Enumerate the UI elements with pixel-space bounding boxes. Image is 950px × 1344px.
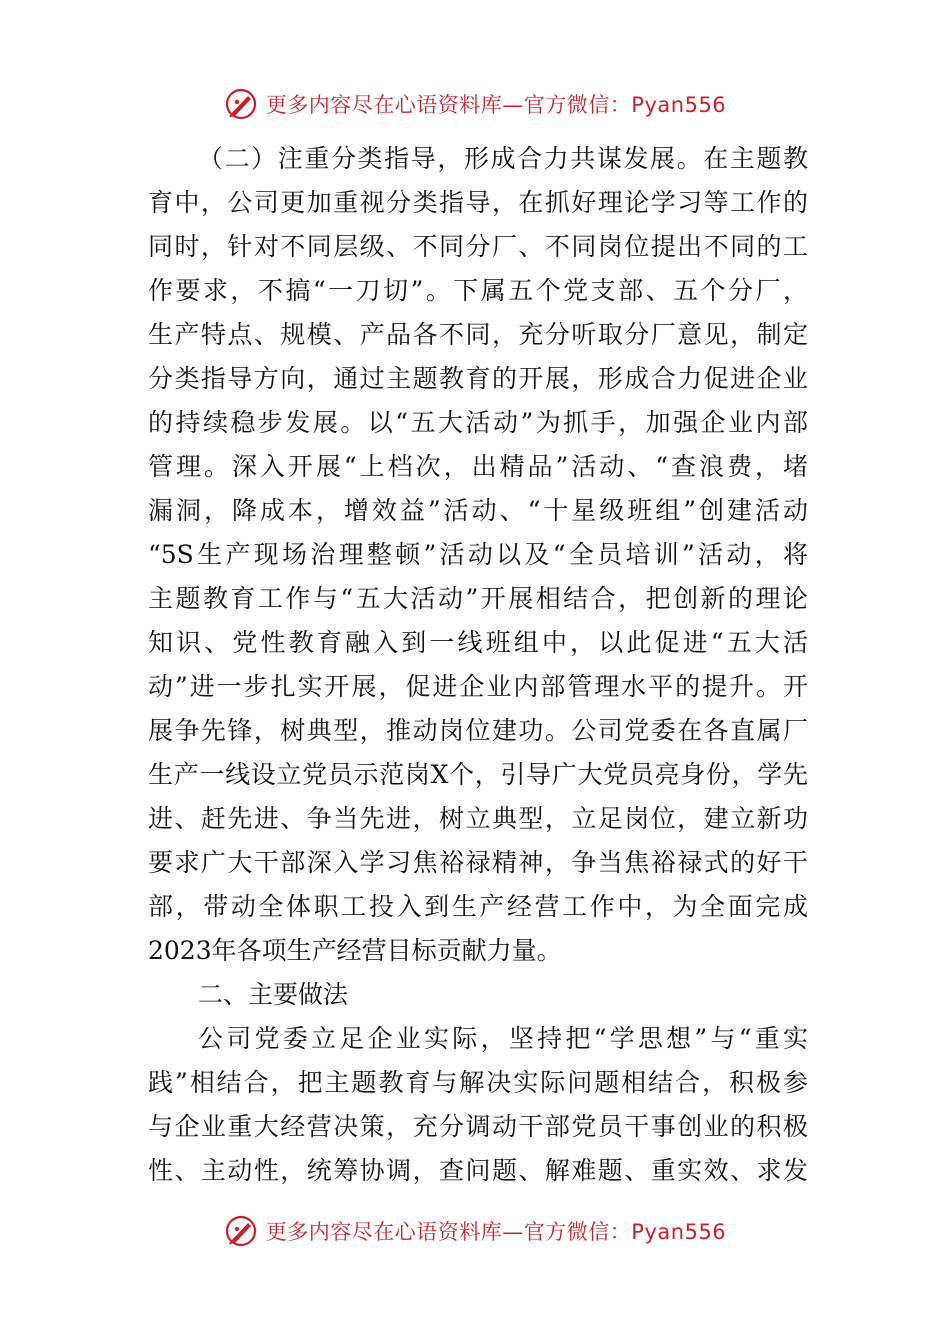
watermark-text: 更多内容尽在心语资料库—官方微信：Pyan556 — [265, 93, 727, 117]
document-body — [148, 137, 808, 1193]
text-line: 同时，针对不同层级、不同分厂、不同岗位提出不同的工 — [148, 232, 808, 261]
text-line: （二）注重分类指导，形成合力共谋发展。在主题教 — [198, 144, 808, 173]
text-line: 性、主动性，统筹协调，查问题、解难题、重实效、求发 — [148, 1156, 808, 1185]
text-line: 主题教育工作与“五大活动”开展相结合，把创新的理论 — [148, 584, 808, 613]
text-line: 进、赶先进、争当先进，树立典型，立足岗位，建立新功 — [148, 804, 808, 833]
text-line: 公司党委立足企业实际，坚持把“学思想”与“重实 — [198, 1024, 808, 1053]
text-line: “5S生产现场治理整顿”活动以及“全员培训”活动，将 — [148, 540, 808, 569]
text-line: 与企业重大经营决策，充分调动干部党员干事创业的积极 — [148, 1112, 808, 1141]
text-line: 践”相结合，把主题教育与解决实际问题相结合，积极参 — [148, 1068, 808, 1097]
text-line: 生产特点、规模、产品各不同，充分听取分厂意见，制定 — [148, 320, 808, 349]
heading-text: 二、主要做法 — [198, 980, 349, 1009]
text-line: 展争先锋，树典型，推动岗位建功。公司党委在各直属厂 — [148, 716, 808, 745]
text-line: 分类指导方向，通过主题教育的开展，形成合力促进企业 — [148, 364, 808, 393]
watermark-text: 更多内容尽在心语资料库—官方微信：Pyan556 — [265, 1220, 727, 1244]
text-line: 育中，公司更加重视分类指导，在抓好理论学习等工作的 — [148, 188, 808, 217]
text-line: 漏洞，降成本，增效益”活动、“十星级班组”创建活动 — [148, 496, 808, 525]
text-line: 作要求，不搞“一刀切”。下属五个党支部、五个分厂， — [148, 276, 808, 305]
header-watermark — [0, 86, 950, 122]
text-line: 生产一线设立党员示范岗X个，引导广大党员亮身份，学先 — [148, 760, 808, 789]
text-line: 的持续稳步发展。以“五大活动”为抓手，加强企业内部 — [148, 408, 808, 437]
text-line: 部，带动全体职工投入到生产经营工作中，为全面完成 — [148, 892, 808, 921]
footer-watermark — [0, 1213, 950, 1249]
paragraph-1 — [148, 137, 808, 973]
section-heading — [148, 973, 808, 1017]
text-line: 管理。深入开展“上档次，出精品”活动、“查浪费，堵 — [148, 452, 808, 481]
pen-seal-icon — [224, 87, 258, 121]
text-line: 动”进一步扎实开展，促进企业内部管理水平的提升。开 — [148, 672, 808, 701]
pen-seal-icon — [224, 1214, 258, 1248]
text-line: 2023年各项生产经营目标贡献力量。 — [148, 936, 562, 965]
text-line: 知识、党性教育融入到一线班组中，以此促进“五大活 — [148, 628, 808, 657]
paragraph-2 — [148, 1017, 808, 1193]
text-line: 要求广大干部深入学习焦裕禄精神，争当焦裕禄式的好干 — [148, 848, 808, 877]
